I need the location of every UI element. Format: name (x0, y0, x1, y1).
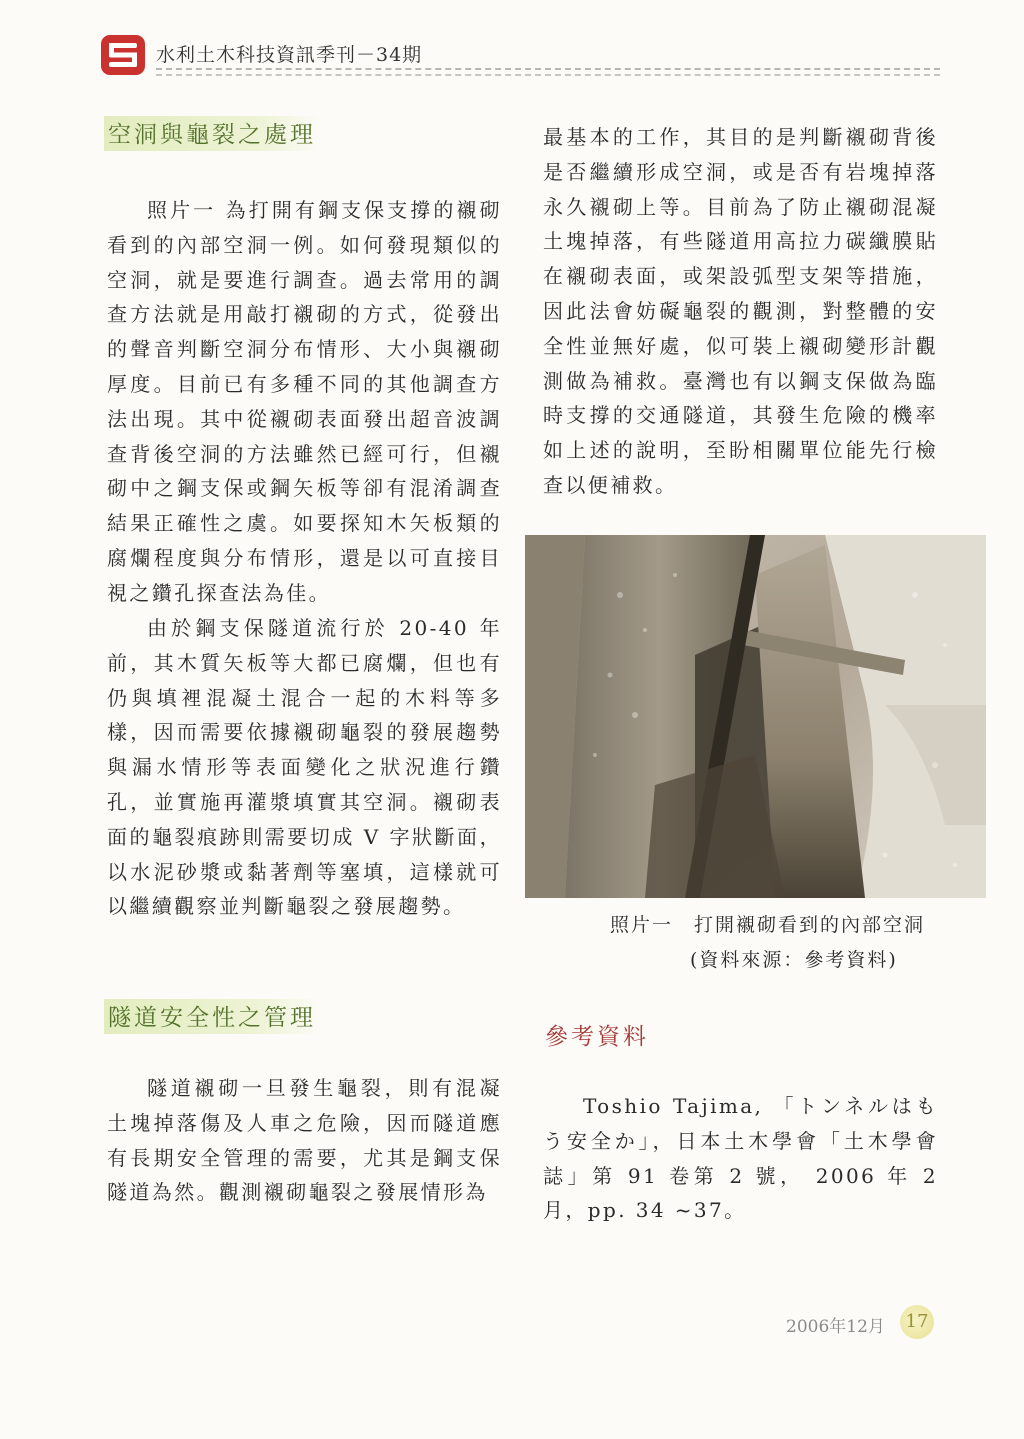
page-number: 17 (900, 1305, 934, 1339)
tunnel-void-photo (525, 535, 986, 898)
paragraph-steel-support-tunnels: 由於鋼支保隧道流行於 20-40 年前，其木質矢板等大都已腐爛，但也有仍與填裡混凝土混合一起的木料等多樣，因而需要依據襯砌龜裂的發展趨勢與漏水情形等表面變化之狀況進行鑽孔，並實施再灌漿填實其空洞。襯砌表面的龜裂痕跡則需要切成 V 字狀斷面，以水泥砂漿或黏著劑等塞填，這樣就可以繼續觀察並判斷龜裂之發展趨勢。 (107, 616, 502, 919)
paragraph-safety-management: 隧道襯砌一旦發生龜裂，則有混凝土塊掉落傷及人車之危險，因而隧道應有長期安全管理的需要，尤其是鋼支保隧道為然。觀測襯砌龜裂之發展情形為 (107, 1076, 502, 1205)
footer-date: 2006年12月 (786, 1317, 885, 1337)
paragraph-voids-investigation: 照片一 為打開有鋼支保支撐的襯砌看到的內部空洞一例。如何發現類似的空洞，就是要進行調查。過去常用的調查方法就是用敲打襯砌的方式，從發出的聲音判斷空洞分布情形、大小與襯砌厚度。目前已有多種不同的其他調查方法出現。其中從襯砌表面發出超音波調查背後空洞的方法雖然已經可行，但襯砌中之鋼支保或鋼矢板等卻有混淆調查結果正確性之虞。如要探知木矢板類的腐爛程度與分布情形，還是以可直接目視之鑽孔探查法為佳。 (107, 198, 502, 605)
header-rule-secondary (156, 74, 940, 76)
reference-entry: Toshio Tajima, 「トンネルはもう安全か」，日本土木學會「土木學會誌」第 91 卷第 2 號， 2006 年 2 月，pp. 34 ~37。 (543, 1094, 938, 1223)
photo-source: (資料來源：參考資料) (690, 949, 898, 971)
journal-logo-icon (100, 34, 146, 76)
header-rule (156, 68, 940, 70)
section-heading-safety-management: 隧道安全性之管理 (104, 999, 320, 1034)
journal-title: 水利土木科技資訊季刊－34期 (156, 44, 423, 66)
photo-caption: 照片一 打開襯砌看到的內部空洞 (610, 914, 926, 936)
page-header (100, 34, 940, 80)
section-heading-voids-cracks: 空洞與龜裂之處理 (104, 116, 320, 151)
paragraph-safety-continuation: 最基本的工作，其目的是判斷襯砌背後是否繼續形成空洞，或是否有岩塊掉落永久襯砌上等。目前為了防止襯砌混凝土塊掉落，有些隧道用高拉力碳纖膜貼在襯砌表面，或架設弧型支架等措施，因此法會妨礙龜裂的觀測，對整體的安全性並無好處，似可裝上襯砌變形計觀測做為補救。臺灣也有以鋼支保做為臨時支撐的交通隧道，其發生危險的機率如上述的說明，至盼相關單位能先行檢查以便補救。 (543, 125, 938, 497)
references-heading: 參考資料 (545, 1024, 649, 1050)
